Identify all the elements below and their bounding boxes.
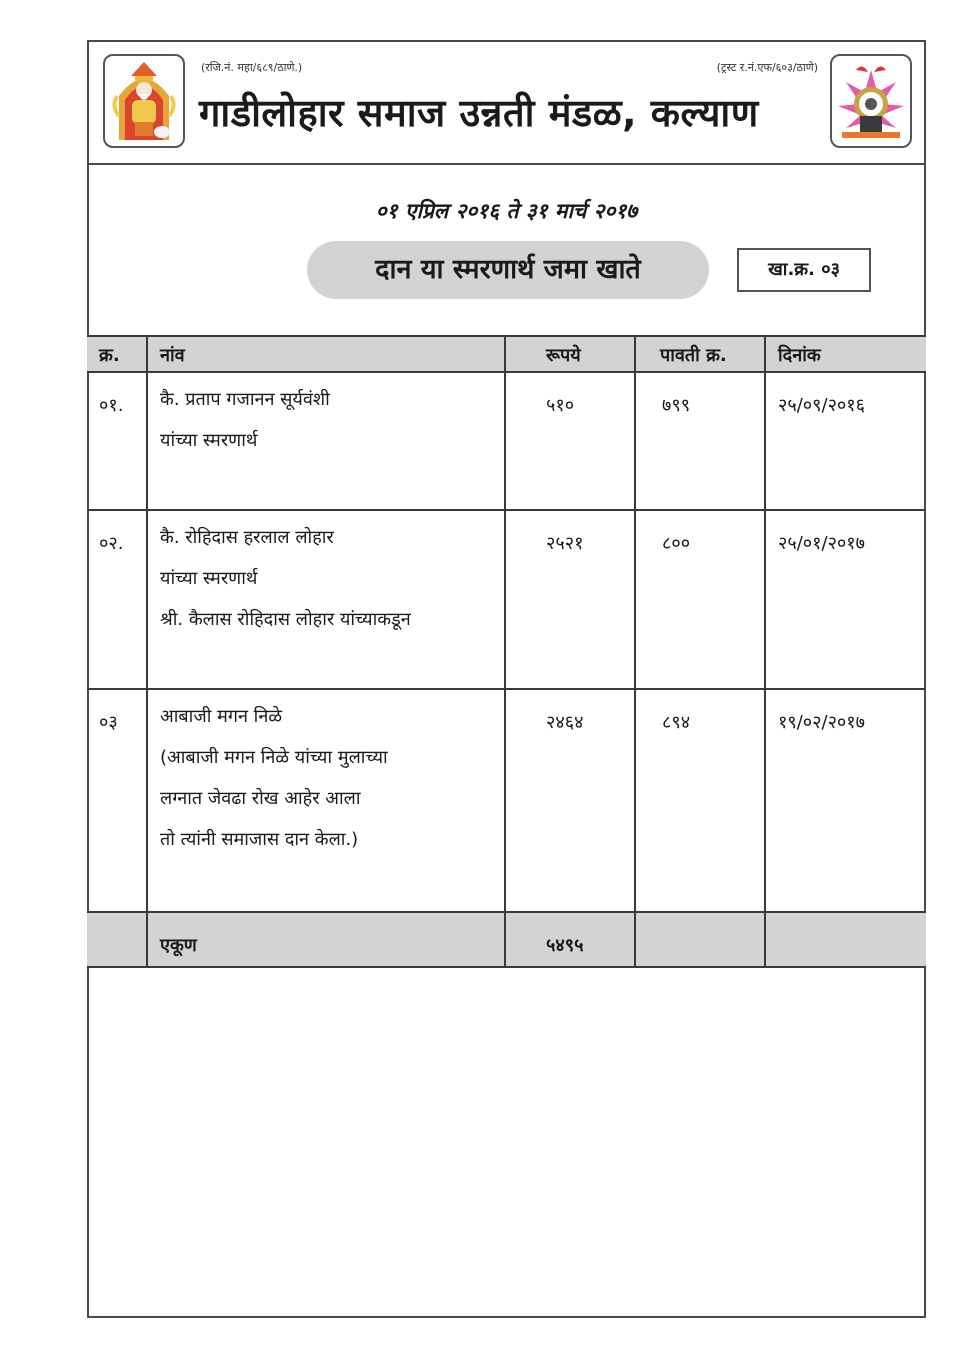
name-line: तो त्यांनी समाजास दान केला.) [160,829,359,850]
name-line: कै. प्रताप गजानन सूर्यवंशी [160,389,330,410]
name-line: लग्नात जेवढा रोख आहेर आला [160,788,361,809]
financial-period: ०१ एप्रिल २०१६ ते ३१ मार्च २०१७ [375,199,638,223]
organization-title: गाडीलोहार समाज उन्नती मंडळ, कल्याण [199,91,759,135]
table-row [87,689,926,912]
registration-number-right: (ट्रस्ट र.नं.एफ/६०३/ठाणे) [716,61,818,74]
date-cell: २५/०१/२०१७ [765,510,926,689]
date-cell: २५/०९/२०१६ [765,372,926,510]
serial-cell: ०२. [87,510,147,689]
name-line: कै. रोहिदास हरलाल लोहार [160,527,334,548]
name-line: यांच्या स्मरणार्थ [160,430,258,451]
name-cell [147,372,505,510]
table-header-row [87,336,926,372]
ledger-number-badge: खा.क्र. ०३ [737,248,871,292]
donation-ledger-table [87,335,926,968]
name-cell [147,510,505,689]
emblem-logo-graphic [832,56,910,146]
letterhead [89,42,924,165]
name-cell [147,689,505,912]
column-header-date: दिनांक [765,336,926,372]
receipt-cell: ८०० [635,510,765,689]
serial-cell: ०१. [87,372,147,510]
column-header-receipt: पावती क्र. [635,336,765,372]
receipt-cell: ७९९ [635,372,765,510]
total-row [87,912,926,967]
amount-cell: २४६४ [505,689,635,912]
table-row [87,510,926,689]
deity-logo-icon [103,54,185,148]
column-header-name: नांव [147,336,505,372]
name-line: यांच्या स्मरणार्थ [160,568,258,589]
total-serial-cell [87,912,147,967]
amount-cell: ५१० [505,372,635,510]
account-title: दान या स्मरणार्थ जमा खाते [307,241,709,299]
name-line: श्री. कैलास रोहिदास लोहार यांच्याकडून [160,609,411,630]
date-cell: १९/०२/२०१७ [765,689,926,912]
deity-logo-graphic [105,56,183,146]
table-row [87,372,926,510]
document-frame [87,40,926,1318]
emblem-logo-icon [830,54,912,148]
total-receipt-cell [635,912,765,967]
receipt-cell: ८९४ [635,689,765,912]
name-line: आबाजी मगन निळे [160,706,283,727]
registration-number-left: (रजि.नं. महा/६८९/ठाणे.) [201,61,303,74]
column-header-amount: रूपये [505,336,635,372]
total-amount: ५४९५ [505,912,635,967]
column-header-serial: क्र. [87,336,147,372]
name-line: (आबाजी मगन निळे यांच्या मुलाच्या [160,747,388,768]
total-label: एकूण [147,912,505,967]
amount-cell: २५२१ [505,510,635,689]
serial-cell: ०३ [87,689,147,912]
total-date-cell [765,912,926,967]
title-section [89,165,924,335]
